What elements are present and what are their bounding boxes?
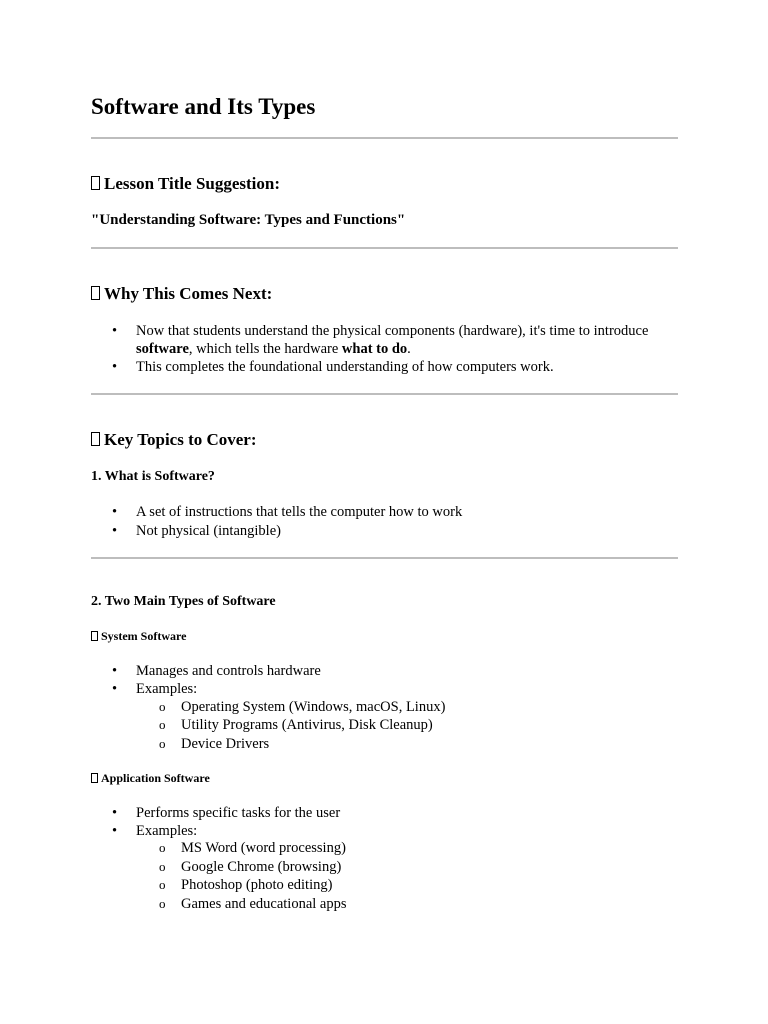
system-software-heading xyxy=(91,628,186,644)
list-item-text: Not physical (intangible) xyxy=(136,523,281,539)
topic1-heading: 1. What is Software? xyxy=(91,469,215,484)
list-item-text xyxy=(136,340,411,358)
sub-bullet: o xyxy=(159,859,166,874)
key-topics-heading-text: Key Topics to Cover: xyxy=(104,430,257,449)
bold-text: software xyxy=(136,341,189,357)
missing-glyph-icon xyxy=(91,176,100,190)
sub-list-item-text: Google Chrome (browsing) xyxy=(181,859,342,875)
system-software-heading-text: System Software xyxy=(101,629,187,643)
sub-list-item-text: Utility Programs (Antivirus, Disk Cleanup) xyxy=(181,717,433,733)
missing-glyph-icon xyxy=(91,432,100,446)
sub-list-item-text: Device Drivers xyxy=(181,736,270,752)
key-topics-heading xyxy=(91,430,257,450)
list-item-text: This completes the foundational understanding of how computers work. xyxy=(136,359,554,375)
bullet: • xyxy=(112,663,118,679)
why-next-heading-text: Why This Comes Next: xyxy=(104,284,273,303)
sub-bullet: o xyxy=(159,840,166,855)
sub-bullet: o xyxy=(159,717,166,732)
page-title: Software and Its Types xyxy=(91,94,316,119)
bullet: • xyxy=(112,805,118,821)
divider xyxy=(91,557,678,559)
list-item-text: Manages and controls hardware xyxy=(136,663,321,679)
list-item-text: Now that students understand the physical components (hardware), it's time to introduce xyxy=(136,323,649,339)
lesson-title-heading xyxy=(91,174,280,194)
why-next-heading xyxy=(91,284,272,304)
bullet: • xyxy=(112,523,118,539)
list-item-text: A set of instructions that tells the computer how to work xyxy=(136,504,463,520)
application-software-heading-text: Application Software xyxy=(101,771,210,785)
list-item-text: Performs specific tasks for the user xyxy=(136,805,341,821)
divider xyxy=(91,137,678,139)
application-software-heading xyxy=(91,770,210,786)
missing-glyph-icon xyxy=(91,286,100,300)
missing-glyph-icon xyxy=(91,631,98,641)
bullet: • xyxy=(112,504,118,520)
bullet: • xyxy=(112,681,118,697)
divider xyxy=(91,247,678,249)
sub-bullet: o xyxy=(159,877,166,892)
text-span: , which tells the hardware xyxy=(188,341,342,357)
sub-bullet: o xyxy=(159,896,166,911)
sub-bullet: o xyxy=(159,736,166,751)
sub-list-item-text: MS Word (word processing) xyxy=(181,840,346,856)
divider xyxy=(91,393,678,395)
lesson-title-suggestion: "Understanding Software: Types and Functions" xyxy=(91,212,406,228)
bullet: • xyxy=(112,359,118,375)
list-item-text: Examples: xyxy=(136,681,198,697)
sub-bullet: o xyxy=(159,699,166,714)
topic2-heading: 2. Two Main Types of Software xyxy=(91,594,276,609)
bold-text: what to do xyxy=(341,341,408,357)
missing-glyph-icon xyxy=(91,773,98,783)
sub-list-item-text: Photoshop (photo editing) xyxy=(181,877,333,893)
bullet: • xyxy=(112,323,118,339)
text-span: . xyxy=(407,341,411,357)
sub-list-item-text: Games and educational apps xyxy=(181,896,347,912)
list-item-text: Examples: xyxy=(136,823,198,839)
sub-list-item-text: Operating System (Windows, macOS, Linux) xyxy=(181,699,446,715)
lesson-title-heading-text: Lesson Title Suggestion: xyxy=(104,174,281,193)
bullet: • xyxy=(112,823,118,839)
